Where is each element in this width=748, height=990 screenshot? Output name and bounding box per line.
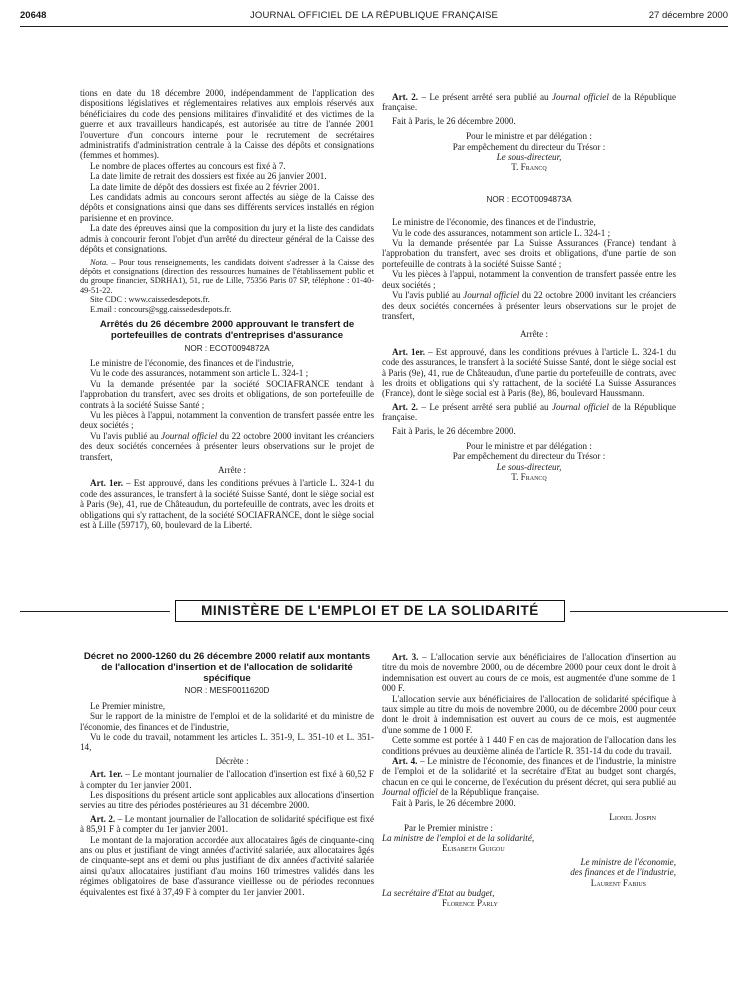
signature-title: La ministre de l'emploi et de la solidarité, (382, 832, 535, 843)
signature-line: Par empêchement du directeur du Trésor : (452, 451, 606, 462)
banner-rule-left (20, 611, 170, 612)
article-text: – Est approuvé, dans les conditions prévues à l'article L. 324-1 du code des assurances, le transfert à la société Suisse Santé, dont le siège social est à Paris (9e), 41, rue de Châteaudun, d'une partie du portefeuille de contrats, avec les droits et obligations qui s'y rattachent, de la société La Suisse Assurances (France), dont le siège social est à Paris (8e), 86, boulevard Haussmann. (382, 346, 676, 399)
nota-text: – Pour tous renseignements, les candidats doivent s'adresser à la Caisse des dépôts et consignations (direction des ressources humaines de l'établissement public et du groupe financier, SDRHA1), 51, rue de Lille, 75356 Paris 07 SP, téléphone : 01-40-49-51-22. (80, 257, 374, 295)
paragraph: tions en date du 18 décembre 2000, indépendamment de l'application des dispositions législatives et réglementaires relatives aux emplois réservés aux bénéficiaires du code des pensions militaires d'invalidité et des victimes de la guerre et aux travailleurs handicapés, est autorisée au titre de l'année 2001 l'ouverture d'un concours interne pour le recrutement de secrétaires administratifs d'administration centrale à la Caisse des dépôts et consignations (femmes et hommes). (80, 88, 374, 161)
arrete-label: Arrête : (217, 465, 247, 475)
decree-heading: Décret no 2000-1260 du 26 décembre 2000 relatif aux montants de l'allocation d'insertion et de l'allocation de solidarité spécifique (83, 651, 371, 684)
signature-line: Pour le ministre et par délégation : (466, 131, 592, 142)
arrete-label: Arrête : (519, 329, 549, 340)
text: du 22 octobre 2000 invitant les créanciers des deux sociétés concernées à présenter leurs observations sur le projet de transfert, (382, 290, 676, 321)
nor-reference: NOR : MESF0011620D (184, 686, 270, 696)
paragraph: Le nombre de places offertes au concours est fixé à 7. (90, 160, 286, 171)
ministry-banner: MINISTÈRE DE L'EMPLOI ET DE LA SOLIDARITÉ (175, 600, 565, 622)
article (382, 652, 676, 694)
paragraph: Sur le rapport de la ministre de l'emploi et de la solidarité et du ministre de l'économie, des finances et de l'industrie, (80, 711, 374, 732)
article (80, 814, 374, 835)
nor-reference: NOR : ECOT0094873A (486, 194, 572, 204)
paragraph (80, 431, 374, 462)
header-rule (20, 26, 728, 27)
article (80, 478, 374, 530)
column-1 (80, 88, 374, 530)
article (382, 347, 676, 399)
signature-title: des finances et de l'industrie, (570, 867, 676, 878)
article-label: Art. 1er. (392, 346, 426, 357)
article-text: – L'allocation servie aux bénéficiaires de l'allocation d'insertion au titre du mois de novembre 2000, ou de décembre 2000 pour ceux dont le droit à indemnisation est ouvert au cours de ce mois, est augmentée d'une somme de 1 000 F. (382, 652, 677, 694)
text: de la République française. (382, 401, 677, 423)
nota-label: Nota. (90, 257, 109, 267)
paragraph: Les dispositions du présent article sont applicables aux allocations d'insertion servies au titre des périodes postérieures au 31 décembre 2000. (80, 790, 374, 811)
signature-name: Lionel Jospin (609, 812, 656, 823)
article-label: Art. 4. (392, 756, 418, 767)
paragraph: Le ministre de l'économie, des finances et de l'industrie, (392, 217, 596, 228)
decrete-label: Décrète : (215, 755, 249, 766)
paragraph: Vu la demande présentée par la société SOCIAFRANCE tendant à l'approbation du transfert, avec ses droits et obligations, de son portefeuille de contrats à la société Suisse Santé ; (80, 378, 374, 410)
signature-title: La secrétaire d'Etat au budget, (382, 887, 495, 898)
article-label: Art. 2. (90, 813, 116, 824)
paragraph: Le ministre de l'économie, des finances et de l'industrie, (90, 357, 294, 368)
signature-name: Florence Parly (442, 898, 498, 909)
nota (80, 258, 374, 296)
text: de la République française. (382, 92, 677, 113)
text: Vu l'avis publié au (392, 290, 464, 301)
column-4 (382, 652, 676, 909)
site-line: Site CDC : www.caissedesdepots.fr. (90, 295, 210, 305)
column-3 (80, 652, 374, 897)
article (382, 402, 676, 423)
article (382, 756, 676, 798)
signature-title: Le sous-directeur, (496, 152, 562, 163)
fait-line: Fait à Paris, le 26 décembre 2000. (392, 425, 516, 436)
article-label: Art. 1er. (90, 478, 124, 489)
paragraph (382, 290, 676, 321)
article-text: – Est approuvé, dans les conditions prévues à l'article L. 324-1 du code des assurances, le transfert à la société Suisse Santé, dont le siège social est à Paris (9e), 41, rue de Châteaudun, du portefeuille de contrats, avec les droits et obligations qui s'y rattachent, de la société SOCIAFRANCE, dont le siège social est à Lille (59717), 60, boulevard de la Liberté. (80, 478, 374, 531)
journal-ref: Journal officiel (382, 787, 438, 798)
signature-name: Laurent Fabius (590, 877, 646, 888)
fait-line: Fait à Paris, le 26 décembre 2000. (392, 115, 516, 126)
paragraph: Vu le code du travail, notamment les articles L. 351-9, L. 351-10 et L. 351-14, (80, 732, 374, 753)
article-text: – Le montant journalier de l'allocation de solidarité spécifique est fixé à 85,91 F à compter du 1er janvier 2001. (80, 813, 374, 835)
issue-date: 27 décembre 2000 (648, 10, 728, 21)
paragraph: Le montant de la majoration accordée aux allocataires âgés de cinquante-cinq ans ou plus et justifiant de vingt années d'activité salariée, aux allocataires âgés de cinquante-sept ans et demi ou plus justifiant de dix années d'activité salariée ainsi qu'aux allocataires justifiant d'au moins 160 trimestres validés dans les régimes obligatoires de base d'assurance vieillesse ou de périodes reconnues équivalentes est fixé à 37,49 F à compter du 1er janvier 2001. (80, 834, 374, 897)
journal-ref: Journal officiel (551, 92, 609, 102)
article-text: – Le montant journalier de l'allocation d'insertion est fixé à 60,52 F à compter du 1er janvier 2001. (80, 769, 374, 790)
paragraph: Vu le code des assurances, notamment son article L. 324-1 ; (90, 368, 309, 379)
paragraph: L'allocation servie aux bénéficiaires de l'allocation de solidarité spécifique à taux simple au titre du mois de novembre 2000, ou de décembre 2000 pour ceux dont le droit à indemnisation est ouvert au cours de ce mois, est augmentée d'une somme de 1 000 F. (382, 693, 676, 735)
signature-line: Par le Premier ministre : (404, 822, 493, 833)
column-2 (382, 92, 676, 483)
paragraph: Cette somme est portée à 1 440 F en cas de majoration de l'allocation dans les conditions prévues au deuxième alinéa de l'article R. 351-14 du code du travail. (382, 735, 676, 756)
signature-block (382, 441, 676, 483)
article-label: Art. 2. (392, 401, 419, 412)
article-label: Art. 1er. (90, 769, 123, 780)
journal-title: JOURNAL OFFICIEL DE LA RÉPUBLIQUE FRANÇAISE (249, 10, 499, 21)
paragraph: Vu le code des assurances, notamment son article L. 324-1 ; (392, 227, 611, 238)
signature-name: Elisabeth Guigou (442, 843, 505, 854)
signature-block (382, 131, 676, 173)
page-number: 20648 (20, 10, 47, 21)
paragraph: Le Premier ministre, (90, 700, 166, 711)
text: – Le ministre de l'économie, des finances et de l'industrie, la ministre de l'emploi et de la solidarité et la secrétaire d'Etat au budget sont chargés, chacun en ce qui le concerne, de l'exécution du présent décret, qui sera publié au (382, 756, 676, 787)
page-header (20, 10, 728, 26)
text: Vu l'avis publié au (90, 430, 162, 441)
paragraph: Vu les pièces à l'appui, notamment la convention de transfert passée entre les deux sociétés ; (382, 269, 676, 290)
paragraph: La date limite de dépôt des dossiers est fixée au 2 février 2001. (90, 181, 320, 192)
banner-rule-right (570, 611, 728, 612)
signature-line: Pour le ministre et par délégation : (466, 440, 592, 451)
email-line: E.mail : concours@sgg.caissedesdepots.fr. (90, 304, 232, 314)
paragraph: Vu la demande présentée par La Suisse Assurances (France) tendant à l'approbation du transfert, avec ses droits et obligations, d'une partie de son portefeuille de contrats à la société Suisse Santé ; (382, 238, 676, 269)
fait-line: Fait à Paris, le 26 décembre 2000. (392, 797, 516, 808)
article-label: Art. 3. (392, 652, 419, 662)
section-heading: Arrêtés du 26 décembre 2000 approuvant le transfert de portefeuilles de contrats d'entreprises d'assurance (99, 318, 355, 341)
nor-reference: NOR : ECOT0094872A (184, 343, 270, 353)
paragraph: La date limite de retrait des dossiers est fixée au 26 janvier 2001. (90, 171, 327, 182)
paragraph: Les candidats admis au concours seront affectés au siège de la Caisse des dépôts et consignations ainsi que dans ses différents services installés en région parisienne et en province. (80, 192, 374, 223)
signature-title: Le ministre de l'économie, (580, 856, 676, 867)
paragraph: Vu les pièces à l'appui, notamment la convention de transfert passée entre les deux sociétés ; (80, 409, 374, 431)
signature-line: Par empêchement du directeur du Trésor : (452, 141, 606, 152)
article (382, 92, 676, 113)
journal-ref: Journal officiel (161, 430, 218, 441)
signature-title: Le sous-directeur, (496, 461, 562, 472)
text: – Le présent arrêté sera publié au (418, 92, 552, 102)
text: du 22 octobre 2000 invitant les créanciers des deux sociétés concernées à présenter leurs observations sur le projet de transfert, (80, 430, 374, 462)
paragraph: La date des épreuves ainsi que la composition du jury et la liste des candidats admis à concourir feront l'objet d'un arrêté du directeur général de la Caisse des dépôts et consignations. (80, 223, 374, 255)
signature-name: T. Francq (511, 472, 547, 483)
article (80, 769, 374, 790)
journal-ref: Journal officiel (551, 401, 609, 412)
text: de la République française. (437, 787, 540, 798)
journal-ref: Journal officiel (463, 290, 520, 301)
signature-name: T. Francq (511, 162, 547, 173)
text: – Le présent arrêté sera publié au (418, 401, 552, 412)
article-label: Art. 2. (392, 92, 419, 102)
